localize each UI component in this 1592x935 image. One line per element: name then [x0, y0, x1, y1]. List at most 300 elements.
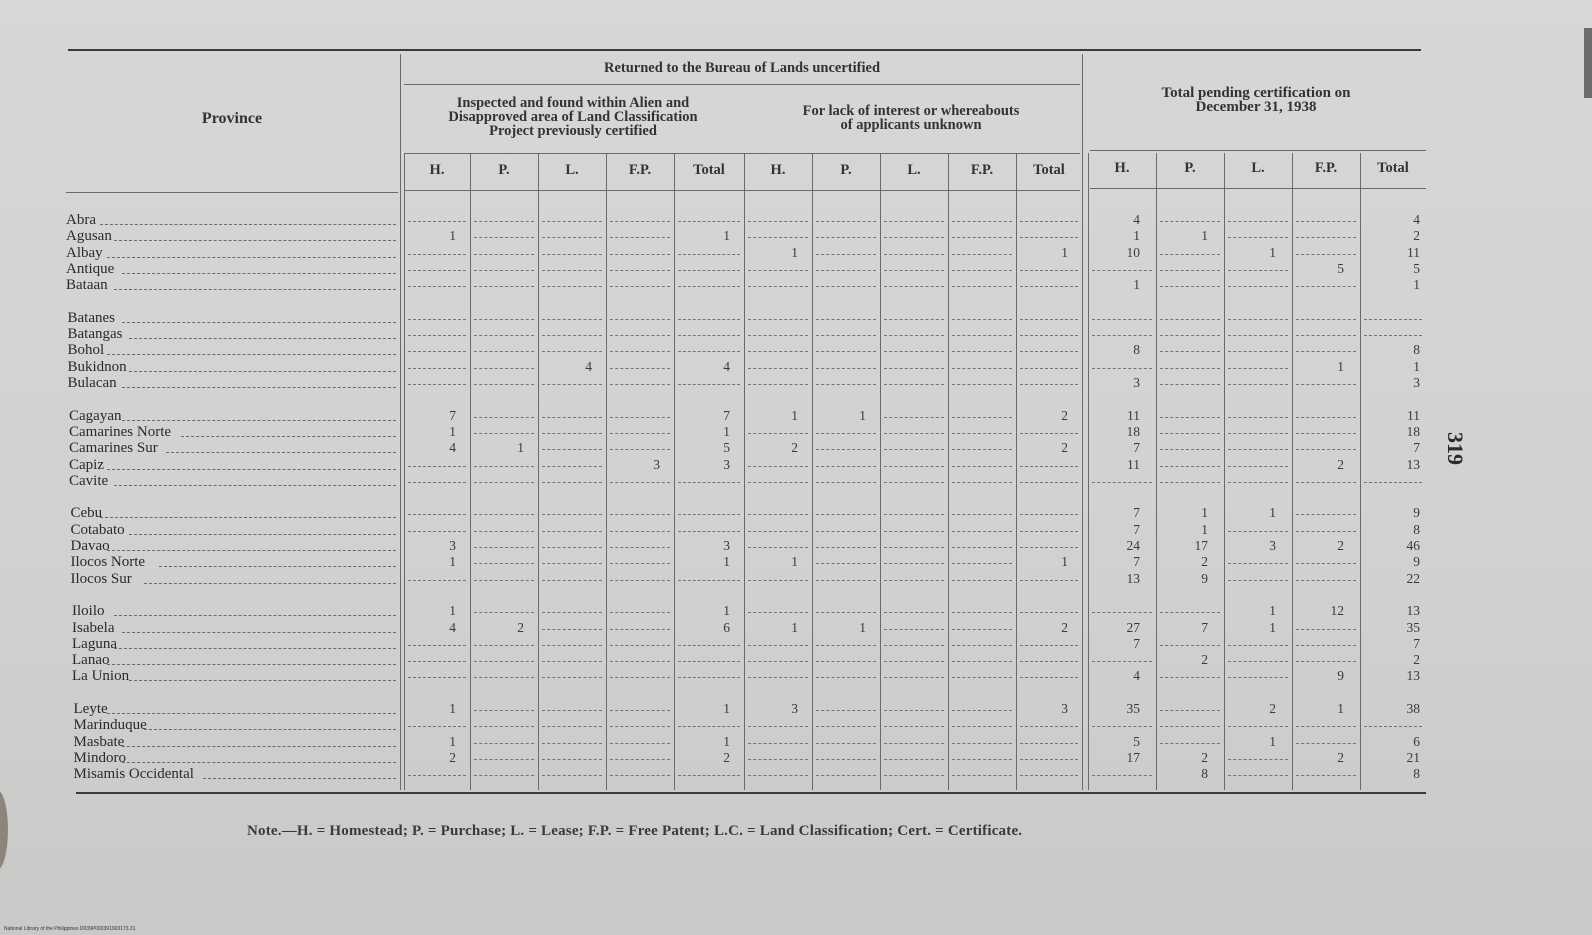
- cell-leader: [1296, 661, 1356, 662]
- data-cell: 1: [1201, 228, 1208, 244]
- cell-leader: [678, 384, 740, 385]
- cell-leader: [610, 417, 670, 418]
- cell-leader: [1092, 482, 1152, 483]
- cell-leader: [542, 580, 602, 581]
- data-cell: 2: [1413, 652, 1420, 668]
- cell-leader: [408, 726, 466, 727]
- cell-leader: [1092, 661, 1152, 662]
- dot-leader: [122, 762, 396, 763]
- data-cell: 27: [1126, 619, 1140, 635]
- cell-leader: [816, 563, 876, 564]
- cell-leader: [1296, 335, 1356, 336]
- cell-leader: [1160, 221, 1220, 222]
- cell-leader: [542, 775, 602, 776]
- data-cell: 3: [1061, 701, 1068, 716]
- cell-leader: [408, 466, 466, 467]
- cell-leader: [474, 221, 534, 222]
- data-cell: 8: [1201, 766, 1208, 782]
- cell-leader: [1228, 237, 1288, 238]
- data-cell: 1: [859, 407, 866, 423]
- cell-leader: [952, 433, 1012, 434]
- cell-leader: [542, 612, 602, 613]
- cell-leader: [952, 775, 1012, 776]
- cell-leader: [610, 563, 670, 564]
- cell-leader: [1228, 466, 1288, 467]
- cell-leader: [1228, 645, 1288, 646]
- cell-leader: [1160, 726, 1220, 727]
- cell-leader: [474, 563, 534, 564]
- data-cell: 13: [1126, 570, 1140, 586]
- cell-leader: [952, 254, 1012, 255]
- cell-leader: [408, 254, 466, 255]
- cell-leader: [1296, 384, 1356, 385]
- province-name: Bukidnon: [67, 358, 127, 375]
- data-cell: 1: [517, 440, 524, 456]
- cell-leader: [748, 221, 808, 222]
- cell-leader: [474, 286, 534, 287]
- cell-leader: [610, 384, 670, 385]
- cell-leader: [1228, 351, 1288, 352]
- cell-leader: [474, 661, 534, 662]
- data-cell: 21: [1406, 749, 1420, 765]
- cell-leader: [408, 514, 466, 515]
- data-cell: 1: [723, 603, 730, 619]
- cell-leader: [816, 319, 876, 320]
- cell-leader: [474, 531, 534, 532]
- cell-leader: [748, 482, 808, 483]
- dot-leader: [122, 273, 396, 274]
- province-name: Camarines Norte: [69, 423, 172, 440]
- dot-leader: [129, 680, 396, 681]
- cell-leader: [816, 775, 876, 776]
- data-cell: 1: [449, 228, 456, 244]
- cell-leader: [610, 580, 670, 581]
- column-header: H.: [770, 162, 786, 178]
- province-name: Cotabato: [70, 521, 125, 538]
- cell-leader: [1020, 466, 1078, 467]
- cell-leader: [408, 677, 466, 678]
- cell-leader: [748, 466, 808, 467]
- data-cell: 2: [1061, 619, 1068, 635]
- data-cell: 9: [1413, 554, 1420, 570]
- cell-leader: [748, 661, 808, 662]
- column-header: Total: [693, 162, 725, 178]
- data-cell: 7: [1133, 554, 1140, 570]
- cell-leader: [542, 547, 602, 548]
- data-cell: 2: [1337, 538, 1344, 553]
- cell-leader: [884, 254, 944, 255]
- cell-leader: [1228, 433, 1288, 434]
- cell-leader: [1228, 726, 1288, 727]
- cell-leader: [1160, 319, 1220, 320]
- data-cell: 1: [791, 244, 798, 260]
- province-name: Batangas: [67, 326, 123, 343]
- cell-leader: [1020, 351, 1078, 352]
- province-name: Capiz: [69, 456, 104, 473]
- cell-leader: [542, 254, 602, 255]
- cell-leader: [952, 759, 1012, 760]
- data-cell: 3: [1413, 375, 1420, 390]
- province-name: Antique: [66, 260, 115, 277]
- cell-leader: [474, 319, 534, 320]
- province-name: Bataan: [66, 277, 108, 294]
- cell-leader: [1228, 449, 1288, 450]
- data-cell: 1: [1061, 244, 1068, 260]
- cell-leader: [748, 759, 808, 760]
- cell-leader: [952, 629, 1012, 630]
- page-edge-binding: [1584, 28, 1592, 98]
- cell-leader: [542, 466, 602, 467]
- dot-leader: [114, 240, 396, 241]
- dot-leader: [129, 338, 396, 339]
- cell-leader: [1364, 482, 1422, 483]
- dot-leader: [107, 713, 396, 714]
- cell-leader: [1020, 547, 1078, 548]
- cell-leader: [816, 677, 876, 678]
- cell-leader: [1296, 563, 1356, 564]
- cell-leader: [952, 531, 1012, 532]
- dot-leader: [122, 632, 396, 633]
- cell-leader: [1296, 743, 1356, 744]
- cell-leader: [816, 254, 876, 255]
- data-cell: 2: [1337, 749, 1344, 765]
- cell-leader: [1092, 612, 1152, 613]
- data-cell: 22: [1406, 570, 1420, 586]
- group3-header-line-2: December 31, 1938: [1195, 99, 1317, 115]
- dot-leader: [107, 550, 396, 551]
- cell-leader: [1020, 221, 1078, 222]
- cell-leader: [1228, 319, 1288, 320]
- group2-header-line-2: of applicants unknown: [840, 117, 982, 133]
- abbreviation-note: Note.—H. = Homestead; P. = Purchase; L. = Lease; F.P. = Free Patent; L.C. = Land Classification; Cert. = Certificate.: [247, 823, 1023, 839]
- cell-leader: [1020, 286, 1078, 287]
- data-cell: 1: [723, 701, 730, 716]
- cell-leader: [408, 661, 466, 662]
- province-name: Leyte: [73, 701, 108, 717]
- data-cell: 7: [1201, 619, 1208, 635]
- cell-leader: [816, 514, 876, 515]
- cell-leader: [408, 319, 466, 320]
- cell-leader: [474, 645, 534, 646]
- data-cell: 1: [723, 554, 730, 570]
- data-cell: 1: [449, 603, 456, 619]
- cell-leader: [952, 677, 1012, 678]
- cell-leader: [884, 351, 944, 352]
- cell-leader: [1020, 580, 1078, 581]
- cell-leader: [610, 743, 670, 744]
- dot-leader: [144, 729, 396, 730]
- cell-leader: [1020, 531, 1078, 532]
- data-cell: 35: [1406, 619, 1420, 635]
- data-cell: 4: [1133, 212, 1140, 227]
- cell-leader: [816, 351, 876, 352]
- cell-leader: [884, 466, 944, 467]
- cell-leader: [952, 368, 1012, 369]
- group3-header: [1086, 86, 1426, 114]
- subheader-top-rule-left: [404, 153, 1080, 154]
- province-name: Mindoro: [73, 749, 126, 766]
- cell-leader: [952, 580, 1012, 581]
- cell-leader: [474, 580, 534, 581]
- library-footer: National Library of the Philippines D039P000391903173.31: [4, 926, 136, 932]
- cell-leader: [884, 335, 944, 336]
- cell-leader: [884, 661, 944, 662]
- data-cell: 24: [1126, 538, 1140, 553]
- cell-leader: [884, 449, 944, 450]
- cell-leader: [610, 221, 670, 222]
- province-name: Lanao: [72, 652, 110, 669]
- province-name: Bulacan: [67, 375, 117, 391]
- cell-leader: [678, 254, 740, 255]
- cell-leader: [1020, 384, 1078, 385]
- dot-leader: [129, 534, 396, 535]
- cell-leader: [748, 368, 808, 369]
- province-header-rule: [66, 192, 398, 193]
- page-number: 319: [1443, 432, 1468, 465]
- cell-leader: [1160, 286, 1220, 287]
- data-cell: 2: [1337, 456, 1344, 472]
- cell-leader: [1228, 677, 1288, 678]
- cell-leader: [1364, 335, 1422, 336]
- cell-leader: [474, 254, 534, 255]
- data-cell: 2: [517, 619, 524, 635]
- column-divider: [812, 153, 813, 790]
- returned-header: Returned to the Bureau of Lands uncertified: [603, 60, 881, 76]
- cell-leader: [408, 384, 466, 385]
- data-cell: 4: [1133, 668, 1140, 684]
- cell-leader: [952, 710, 1012, 711]
- dot-leader: [122, 746, 396, 747]
- data-cell: 1: [859, 619, 866, 635]
- cell-leader: [884, 563, 944, 564]
- cell-leader: [542, 531, 602, 532]
- cell-leader: [1160, 645, 1220, 646]
- cell-leader: [610, 775, 670, 776]
- cell-leader: [610, 661, 670, 662]
- column-header: P.: [1184, 160, 1196, 176]
- cell-leader: [542, 514, 602, 515]
- cell-leader: [1296, 417, 1356, 418]
- data-cell: 2: [1201, 749, 1208, 765]
- data-cell: 7: [1133, 635, 1140, 651]
- cell-leader: [1296, 449, 1356, 450]
- cell-leader: [952, 612, 1012, 613]
- data-cell: 4: [1413, 212, 1420, 227]
- cell-leader: [1296, 482, 1356, 483]
- data-cell: 3: [653, 456, 660, 472]
- cell-leader: [678, 319, 740, 320]
- cell-leader: [1228, 270, 1288, 271]
- cell-leader: [610, 335, 670, 336]
- cell-leader: [1160, 335, 1220, 336]
- cell-leader: [1020, 661, 1078, 662]
- cell-leader: [1092, 335, 1152, 336]
- column-header: F.P.: [1314, 160, 1338, 176]
- province-name: Agusan: [66, 228, 112, 245]
- cell-leader: [542, 710, 602, 711]
- dot-leader: [107, 257, 396, 258]
- cell-leader: [748, 384, 808, 385]
- cell-leader: [610, 710, 670, 711]
- cell-leader: [542, 286, 602, 287]
- province-name: La Union: [72, 668, 130, 685]
- cell-leader: [748, 351, 808, 352]
- cell-leader: [952, 449, 1012, 450]
- data-cell: 2: [449, 749, 456, 765]
- cell-leader: [1296, 433, 1356, 434]
- cell-leader: [884, 743, 944, 744]
- cell-leader: [474, 743, 534, 744]
- column-divider: [948, 153, 949, 790]
- data-cell: 2: [1201, 554, 1208, 570]
- cell-leader: [952, 482, 1012, 483]
- data-cell: 2: [723, 749, 730, 765]
- cell-leader: [610, 237, 670, 238]
- data-cell: 13: [1406, 668, 1420, 684]
- dot-leader: [100, 517, 396, 518]
- cell-leader: [884, 417, 944, 418]
- cell-leader: [408, 580, 466, 581]
- data-cell: 3: [791, 701, 798, 716]
- cell-leader: [1160, 449, 1220, 450]
- cell-leader: [474, 726, 534, 727]
- cell-leader: [610, 629, 670, 630]
- cell-leader: [474, 759, 534, 760]
- cell-leader: [884, 531, 944, 532]
- group1-header-line-1: Inspected and found within Alien and: [456, 95, 690, 111]
- cell-leader: [678, 335, 740, 336]
- cell-leader: [748, 237, 808, 238]
- cell-leader: [816, 335, 876, 336]
- cell-leader: [408, 351, 466, 352]
- cell-leader: [678, 726, 740, 727]
- cell-leader: [1020, 433, 1078, 434]
- cell-leader: [1228, 661, 1288, 662]
- cell-leader: [408, 775, 466, 776]
- page-edge-shadow: [0, 790, 8, 870]
- cell-leader: [1160, 351, 1220, 352]
- cell-leader: [884, 319, 944, 320]
- column-header: L.: [1251, 160, 1265, 176]
- cell-leader: [1296, 531, 1356, 532]
- cell-leader: [1296, 254, 1356, 255]
- cell-leader: [610, 612, 670, 613]
- data-cell: 12: [1330, 603, 1344, 619]
- cell-leader: [1296, 775, 1356, 776]
- cell-leader: [474, 612, 534, 613]
- cell-leader: [678, 270, 740, 271]
- cell-leader: [952, 417, 1012, 418]
- province-name: Cagayan: [69, 407, 122, 424]
- cell-leader: [1160, 254, 1220, 255]
- data-cell: 13: [1406, 603, 1420, 619]
- cell-leader: [884, 433, 944, 434]
- cell-leader: [610, 319, 670, 320]
- cell-leader: [1296, 726, 1356, 727]
- data-cell: 1: [1269, 603, 1276, 619]
- cell-leader: [1296, 319, 1356, 320]
- province-name: Cebu: [70, 505, 103, 522]
- cell-leader: [678, 775, 740, 776]
- cell-leader: [474, 482, 534, 483]
- cell-leader: [884, 726, 944, 727]
- cell-leader: [1228, 368, 1288, 369]
- cell-leader: [1020, 612, 1078, 613]
- cell-leader: [542, 384, 602, 385]
- cell-leader: [1160, 710, 1220, 711]
- cell-leader: [678, 531, 740, 532]
- cell-leader: [884, 580, 944, 581]
- cell-leader: [1228, 580, 1288, 581]
- dot-leader: [159, 566, 396, 567]
- cell-leader: [542, 319, 602, 320]
- cell-leader: [1228, 759, 1288, 760]
- cell-leader: [816, 726, 876, 727]
- data-cell: 5: [1413, 260, 1420, 276]
- column-header: L.: [565, 162, 579, 178]
- cell-leader: [748, 286, 808, 287]
- cell-leader: [678, 351, 740, 352]
- cell-leader: [748, 335, 808, 336]
- cell-leader: [884, 645, 944, 646]
- cell-leader: [952, 270, 1012, 271]
- data-cell: 1: [449, 701, 456, 716]
- cell-leader: [816, 221, 876, 222]
- cell-leader: [1020, 645, 1078, 646]
- province-name: Abra: [66, 212, 96, 228]
- data-cell: 4: [723, 358, 730, 374]
- dot-leader: [129, 371, 396, 372]
- column-divider: [880, 153, 881, 790]
- cell-leader: [474, 710, 534, 711]
- cell-leader: [610, 514, 670, 515]
- subheader-bottom-rule-right: [1090, 188, 1426, 189]
- cell-leader: [1020, 514, 1078, 515]
- dot-leader: [122, 387, 396, 388]
- cell-leader: [610, 368, 670, 369]
- cell-leader: [542, 743, 602, 744]
- cell-leader: [1020, 759, 1078, 760]
- province-name: Bohol: [67, 342, 105, 359]
- cell-leader: [952, 286, 1012, 287]
- data-cell: 9: [1413, 505, 1420, 521]
- data-cell: 1: [791, 554, 798, 570]
- cell-leader: [1020, 677, 1078, 678]
- cell-leader: [748, 270, 808, 271]
- dot-leader: [107, 469, 396, 470]
- dot-leader: [100, 224, 396, 225]
- cell-leader: [1160, 612, 1220, 613]
- cell-leader: [542, 482, 602, 483]
- column-divider: [1156, 153, 1157, 790]
- province-name: Davao: [70, 538, 110, 554]
- data-cell: 1: [1269, 733, 1276, 749]
- cell-leader: [1020, 270, 1078, 271]
- cell-leader: [1296, 580, 1356, 581]
- dot-leader: [107, 354, 396, 355]
- data-cell: 5: [1337, 260, 1344, 276]
- data-cell: 2: [1201, 652, 1208, 668]
- cell-leader: [816, 384, 876, 385]
- cell-leader: [748, 677, 808, 678]
- data-cell: 3: [1269, 538, 1276, 553]
- cell-leader: [1228, 563, 1288, 564]
- cell-leader: [542, 237, 602, 238]
- cell-leader: [1160, 743, 1220, 744]
- cell-leader: [816, 237, 876, 238]
- cell-leader: [474, 351, 534, 352]
- cell-leader: [408, 645, 466, 646]
